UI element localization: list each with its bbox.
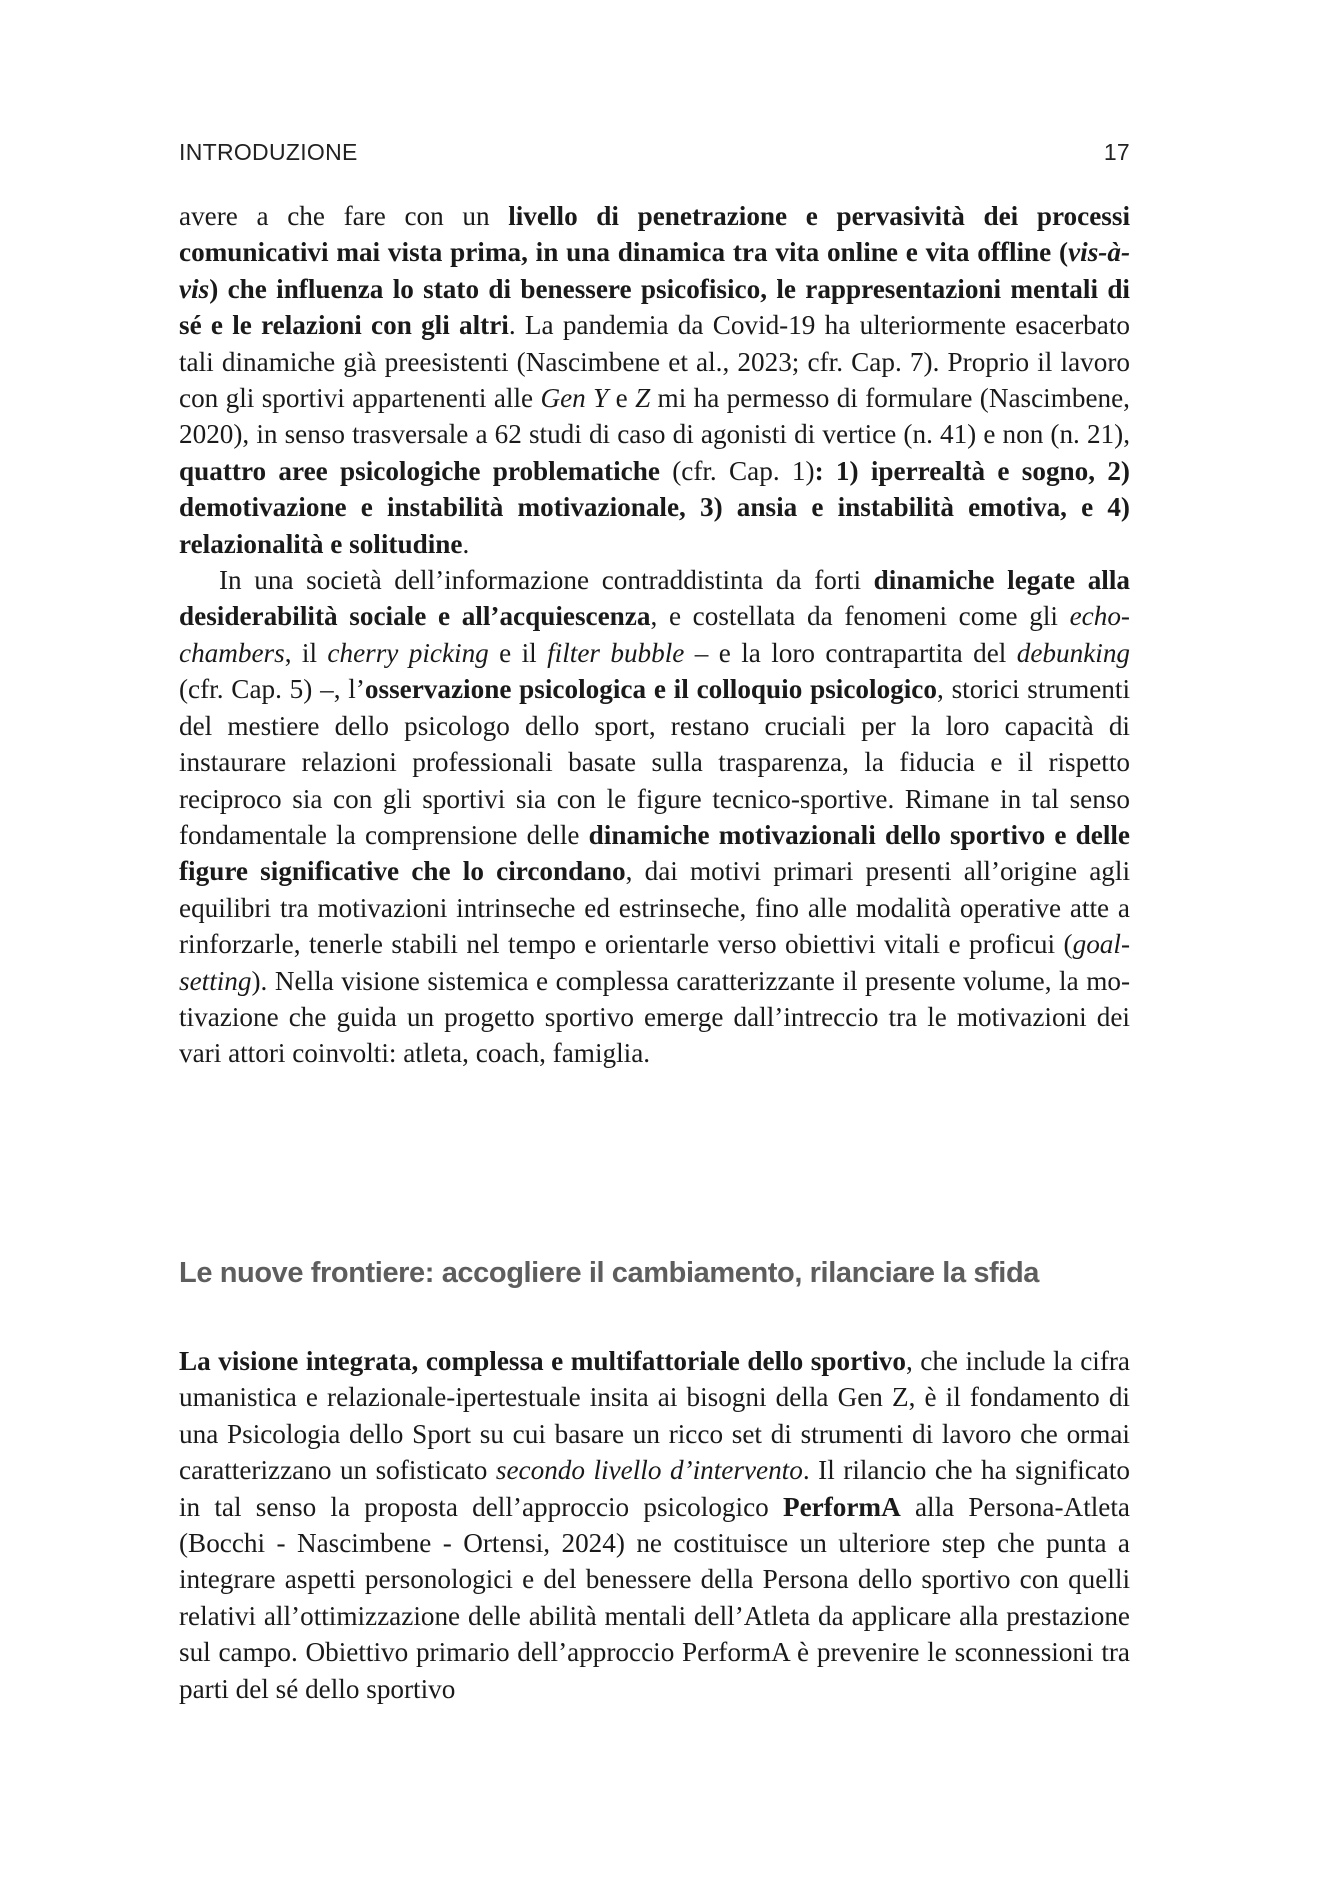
text-run: quattro aree psicologiche problematiche — [179, 455, 660, 486]
paragraph-2 — [179, 562, 1130, 1072]
text-run: , storici strumenti del mestiere dello psicologo dello sport, restano cruciali per la loro capacità di instaurare relazioni professionali basate sulla trasparenza, la fiducia e il rispetto reciproco sia con gli sportivi sia con le figure tecnico-sportive. Rimane in tal senso fondamentale la comprensione delle — [179, 674, 1131, 850]
text-run: filter bubble — [547, 637, 685, 668]
text-run: . Il rilancio che ha significato in tal senso la proposta dell’approccio psicologico — [179, 1455, 1130, 1522]
text-run: osservazione psicologica e il colloquio psicologico — [364, 674, 937, 705]
text-run: cherry picking — [327, 637, 489, 668]
text-run: (cfr. Cap. 5) –, l’ — [179, 674, 365, 705]
running-head-title: INTRODUZIONE — [179, 139, 358, 165]
text-run: , che include la cifra umanistica e relazionale-ipertestuale insita ai bisogni della Gen Z, è il fondamento di una Psicologia dello Sport su cui basare un ricco set di strumenti di lavoro che ormai caratterizzano un sofisticato — [179, 1346, 1130, 1486]
section-heading: Le nuove frontiere: accogliere il cambiamento, rilanciare la sfida — [179, 1257, 1040, 1289]
text-run: (cfr. Cap. 1) — [659, 455, 815, 486]
body-text-block-2 — [179, 1343, 1130, 1707]
text-run: Gen Y — [540, 383, 609, 414]
text-run: vis-à-vis — [179, 237, 1130, 304]
text-run: dinamiche legate alla desiderabilità sociale e all’acquiescenza — [179, 565, 1130, 632]
text-run: dinamiche motivazionali dello sportivo e delle figure significative che lo circondano — [179, 819, 1130, 887]
text-run: e il — [488, 637, 548, 668]
text-run: e — [608, 383, 636, 414]
text-run: livello di penetrazione e pervasività dei processi comunicativi mai vista prima, in una dinamica tra vita online e vita offline ( — [179, 201, 1130, 268]
paragraph-1 — [179, 198, 1130, 562]
text-run: , dai motivi primari presenti all’origine agli equilibri tra motivazioni intrinseche ed estrinseche, fino alle modalità operative atte a rinforzarle, tenerle stabili nel tempo e orientarle verso obiettivi vitali e proficui ( — [179, 856, 1130, 960]
text-run: In una società dell’informazione contraddistinta da forti — [219, 565, 874, 596]
text-run: ) che influenza lo stato di benessere psicofisico, le rappresentazioni mentali di sé e le relazioni con gli altri — [179, 273, 1130, 341]
text-run: , il — [284, 637, 328, 668]
body-text-block-1 — [179, 198, 1130, 1072]
text-run: La visione integrata, complessa e multifattoriale dello sportivo — [179, 1346, 906, 1376]
text-run: . La pandemia da Covid-19 ha ulteriormente esacerbato tali dinamiche già preesistenti (Nascimbene et al., 2023; cfr. Cap. 7). Proprio il lavoro con gli sportivi appartenenti alle — [179, 310, 1130, 414]
text-run: goal-setting — [179, 929, 1130, 996]
text-run: ). Nella visione sistemica e complessa caratterizzante il presente volume, la motivazione che guida un progetto sportivo emerge dall’intreccio tra le motivazioni dei vari attori coinvolti: atleta, coach, famiglia. — [179, 965, 1130, 1069]
text-run: mi ha permesso di formulare (Nascimbene, 2020), in senso trasversale a 62 studi di caso di agonisti di vertice (n. 41) e non (n. 21), — [179, 383, 1130, 450]
text-run: PerformA — [782, 1491, 901, 1522]
text-run: Z — [635, 383, 651, 414]
text-run: – e la loro contrapartita del — [684, 637, 1017, 668]
text-run: avere a che fare con un — [179, 201, 509, 231]
text-run: : 1) iperrealtà e sogno, 2) demotivazione e instabilità motivazionale, 3) ansia e instabilità emotiva, e 4) relazionalità e solitudine — [179, 455, 1130, 559]
text-run: . — [462, 528, 470, 559]
text-run: , e costellata da fenomeni come gli — [650, 601, 1070, 632]
text-run: alla Persona-Atleta (Bocchi - Nascimbene - Ortensi, 2024) ne costituisce un ulteriore step che punta a integrare aspetti personologici e del benessere della Persona dello sportivo con quelli relativi all’ottimizzazione delle abilità mentali dell’Atleta da applicare alla prestazione sul campo. Obiettivo primario dell’approccio PerformA è prevenire le sconnessioni tra parti del sé dello sportivo — [179, 1491, 1130, 1704]
page-number: 17 — [1103, 139, 1130, 165]
text-run: echo-chambers — [179, 601, 1130, 668]
text-run: debunking — [1016, 637, 1131, 668]
paragraph-3 — [179, 1343, 1130, 1707]
text-run: secondo livello d’intervento — [495, 1455, 803, 1486]
